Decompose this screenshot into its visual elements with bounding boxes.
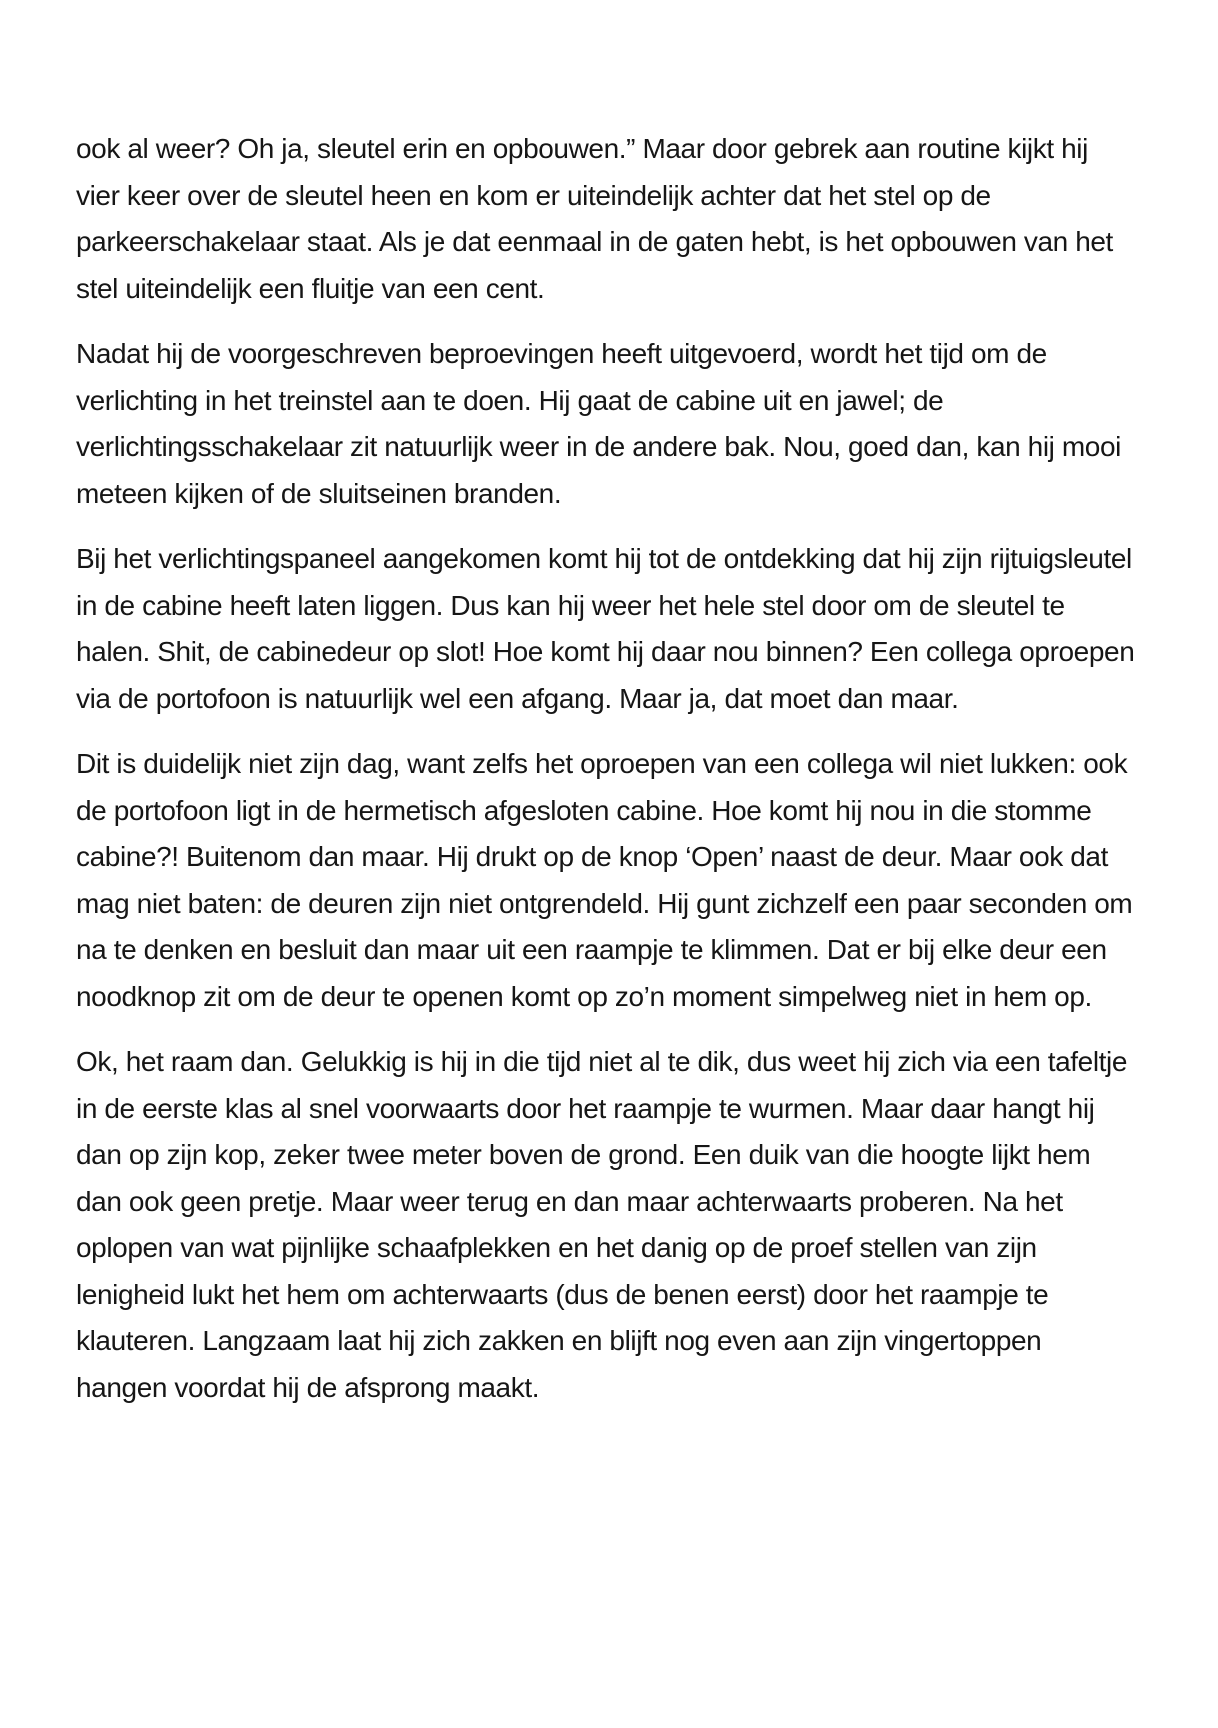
paragraph-1: ook al weer? Oh ja, sleutel erin en opbouwen.” Maar door gebrek aan routine kijkt hij vier keer over de sleutel heen en kom er uiteindelijk achter dat het stel op de parkeerschakelaar staat. Als je dat eenmaal in de gaten hebt, is het opbouwen van het stel uiteindelijk een fluitje van een cent.: [76, 133, 1113, 304]
paragraph-4: Dit is duidelijk niet zijn dag, want zelfs het oproepen van een collega wil niet lukken: ook de portofoon ligt in de hermetisch afgesloten cabine. Hoe komt hij nou in die stomme cabine?! Buitenom dan maar. Hij drukt op de knop ‘Open’ naast de deur. Maar ook dat mag niet baten: de deuren zijn niet ontgrendeld. Hij gunt zichzelf een paar seconden om na te denken en besluit dan maar uit een raampje te klimmen. Dat er bij elke deur een noodknop zit om de deur te openen komt op zo’n moment simpelweg niet in hem op.: [76, 748, 1133, 1012]
paragraph-2: Nadat hij de voorgeschreven beproevingen heeft uitgevoerd, wordt het tijd om de verlichting in het treinstel aan te doen. Hij gaat de cabine uit en jawel; de verlichtingsschakelaar zit natuurlijk weer in de andere bak. Nou, goed dan, kan hij mooi meteen kijken of de sluitseinen branden.: [76, 338, 1121, 509]
paragraph-5: Ok, het raam dan. Gelukkig is hij in die tijd niet al te dik, dus weet hij zich via een tafeltje in de eerste klas al snel voorwaarts door het raampje te wurmen. Maar daar hangt hij dan op zijn kop, zeker twee meter boven de grond. Een duik van die hoogte lijkt hem dan ook geen pretje. Maar weer terug en dan maar achterwaarts proberen. Na het oplopen van wat pijnlijke schaafplekken en het danig op de proef stellen van zijn lenigheid lukt het hem om achterwaarts (dus de benen eerst) door het raampje te klauteren. Langzaam laat hij zich zakken en blijft nog even aan zijn vingertoppen hangen voordat hij de afsprong maakt.: [76, 1046, 1128, 1403]
text-block: [76, 126, 1138, 1430]
paragraph-3: Bij het verlichtingspaneel aangekomen komt hij tot de ontdekking dat hij zijn rijtuigsleutel in de cabine heeft laten liggen. Dus kan hij weer het hele stel door om de sleutel te halen. Shit, de cabinedeur op slot! Hoe komt hij daar nou binnen? Een collega oproepen via de portofoon is natuurlijk wel een afgang. Maar ja, dat moet dan maar.: [76, 543, 1135, 714]
